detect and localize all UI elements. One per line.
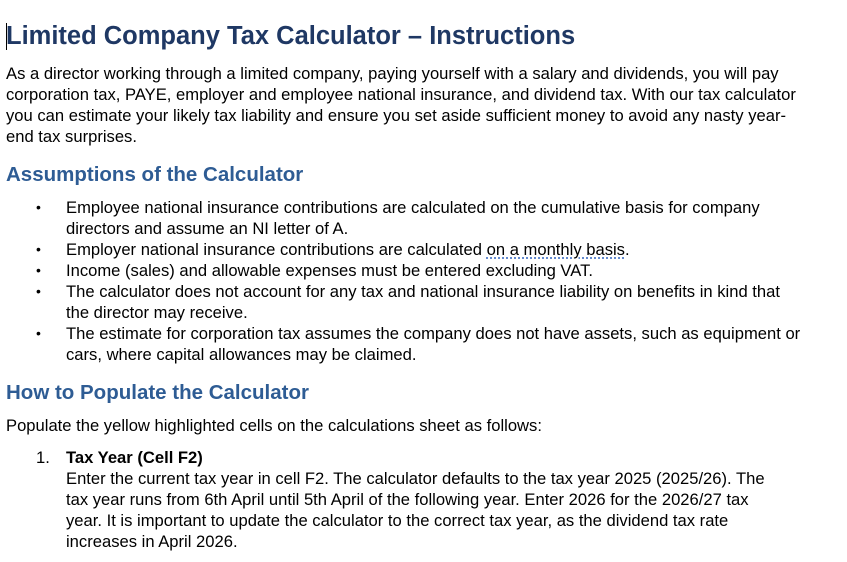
list-item[interactable] [6,239,806,260]
list-item[interactable] [6,323,806,365]
grammar-flag-underline[interactable]: on a monthly basis [486,240,625,259]
list-item[interactable] [6,260,806,281]
assumptions-heading[interactable]: Assumptions of the Calculator [6,163,304,186]
bullet-text: The estimate for corporation tax assumes the company does not have assets, such as equipment or cars, where capital allowances may be claimed. [66,324,801,364]
step-body: Enter the current tax year in cell F2. The calculator defaults to the tax year 2025 (2025/26). The tax year runs from 6th April until 5th April of the following year. Enter 2026 for the 2026/27 tax year. It is important to update the calculator to the correct tax year, as the dividend tax rate increases in April 2026. [66,469,765,551]
step-item[interactable] [6,447,806,552]
bullet-icon: • [36,283,41,299]
bullet-text-after: . [624,240,630,259]
bullet-text: Employee national insurance contributions are calculated on the cumulative basis for company directors and assume an NI letter of A. [66,198,760,238]
document-title[interactable]: Limited Company Tax Calculator – Instructions [6,22,576,50]
bullet-icon: • [36,262,41,278]
bullet-icon: • [36,199,41,215]
bullet-icon: • [36,325,41,341]
bullet-icon: • [36,241,41,257]
populate-intro[interactable]: Populate the yellow highlighted cells on the calculations sheet as follows: [6,416,542,435]
assumptions-list [6,197,806,365]
step-title: Tax Year (Cell F2) [66,448,203,467]
bullet-text-before: Employer national insurance contributions are calculated [66,240,487,259]
bullet-text: The calculator does not account for any tax and national insurance liability on benefits in kind that the director may receive. [66,282,780,322]
list-item[interactable] [6,197,806,239]
bullet-text: Income (sales) and allowable expenses must be entered excluding VAT. [66,261,593,280]
populate-steps-list [6,447,806,552]
step-number: 1. [36,448,50,467]
intro-paragraph[interactable]: As a director working through a limited company, paying yourself with a salary and dividends, you will pay corporation tax, PAYE, employer and employee national insurance, and dividend tax. With our tax calculator you can estimate your likely tax liability and ensure you set aside sufficient money to avoid any nasty year-end tax surprises. [6,64,796,146]
populate-heading[interactable]: How to Populate the Calculator [6,381,309,404]
list-item[interactable] [6,281,806,323]
